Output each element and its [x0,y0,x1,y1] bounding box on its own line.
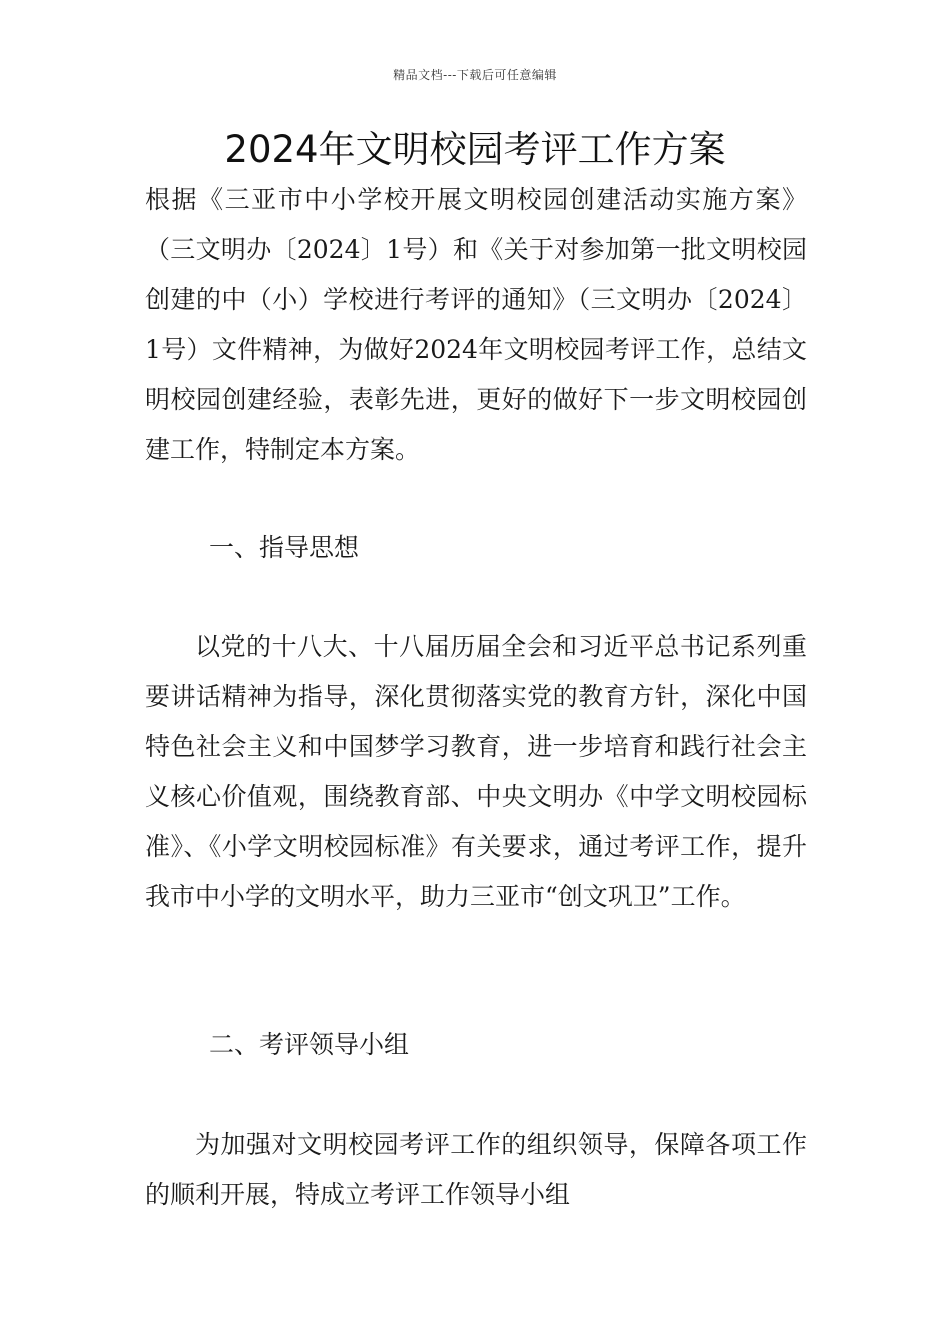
section-paragraph-guiding-ideology: 以党的十八大、十八届历届全会和习近平总书记系列重要讲话精神为指导，深化贯彻落实党的教育方针，深化中国特色社会主义和中国梦学习教育，进一步培育和践行社会主义核心价值观，围绕教育部、中央文明办《中学文明校园标准》、《小学文明校园标准》有关要求，通过考评工作，提升我市中小学的文明水平，助力三亚市“创文巩卫”工作。 [145,632,807,911]
section-heading-guiding-ideology: 一、指导思想 [209,533,360,562]
section-paragraph-leadership-group: 为加强对文明校园考评工作的组织领导，保障各项工作的顺利开展，特成立考评工作领导小组 [145,1130,807,1209]
intro-paragraph: 根据《三亚市中小学校开展文明校园创建活动实施方案》（三文明办〔2024〕1号）和《关于对参加第一批文明校园创建的中（小）学校进行考评的通知》（三文明办〔2024〕1号）文件精神，为做好2024年文明校园考评工作，总结文明校园创建经验，表彰先进，更好的做好下一步文明校园创建工作，特制定本方案。 [145,185,807,464]
section-heading-leadership-group: 二、考评领导小组 [209,1030,410,1059]
header-note: 精品文档---下载后可任意编辑 [393,68,557,82]
document-title: 2024年文明校园考评工作方案 [224,128,726,171]
